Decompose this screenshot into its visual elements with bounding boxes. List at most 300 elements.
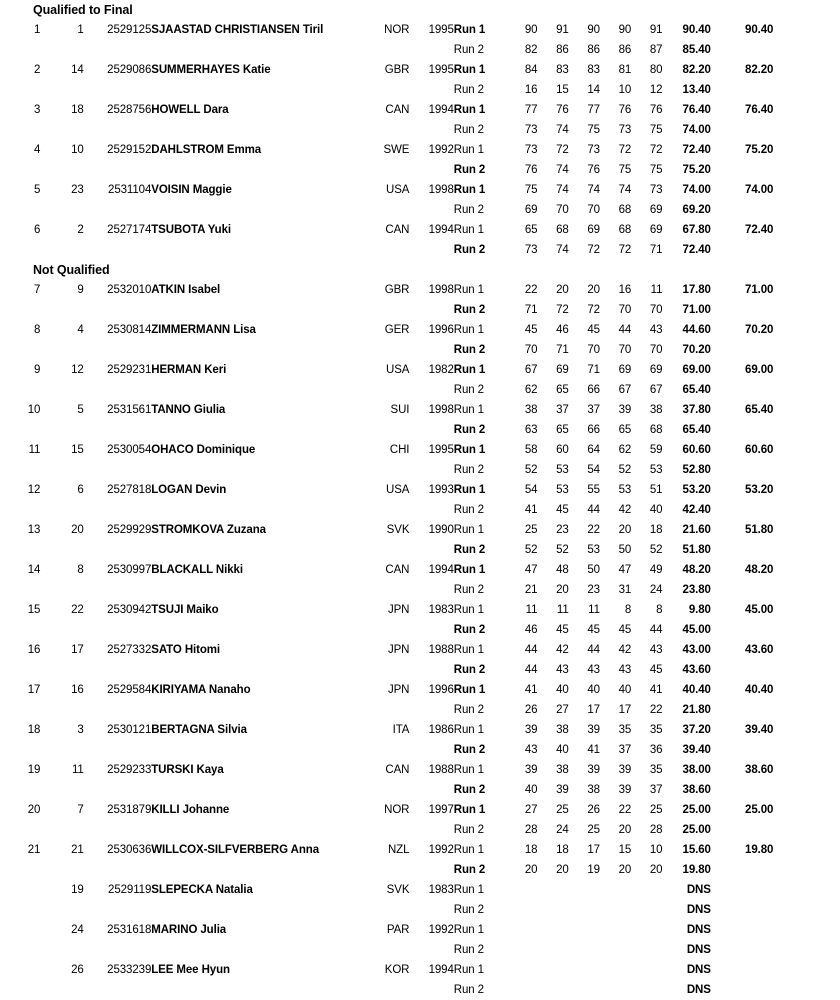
table-row [0, 640, 840, 660]
judge-score-cell: 67 [649, 384, 663, 396]
judge-score-cell: 71 [649, 244, 663, 256]
table-row [0, 40, 840, 60]
nation-cell: JPN [387, 604, 410, 616]
table-row [0, 760, 840, 780]
judge-score-cell: 51 [649, 484, 663, 496]
judge-score-cell: 37 [587, 404, 600, 416]
judge-score-cell: 67 [618, 384, 632, 396]
run-label-cell: Run 1 [453, 524, 484, 536]
judge-score-cell: 39 [587, 764, 600, 776]
judge-score-cell [631, 960, 662, 980]
judge-score-cell: 45 [556, 624, 569, 636]
fis-code-cell: 2529231 [107, 364, 152, 376]
column-gap [711, 840, 725, 860]
rank-cell [0, 540, 40, 560]
bib-cell [40, 300, 83, 320]
nation-cell [371, 660, 409, 680]
rank-cell [0, 120, 40, 140]
run-label-cell: Run 1 [453, 24, 486, 36]
rank-cell [0, 980, 40, 1000]
total-score-cell: 76.40 [745, 104, 774, 116]
judge-score-cell: 73 [524, 244, 538, 256]
judge-score-cell: 45 [618, 624, 632, 636]
athlete-name-cell [151, 860, 371, 880]
nation-cell [371, 860, 409, 880]
bib-cell: 9 [77, 284, 84, 296]
judge-score-cell: 50 [587, 564, 600, 576]
year-of-birth-cell [409, 980, 453, 1000]
section-heading: Not Qualified [33, 263, 110, 277]
judge-score-cell: 71 [524, 304, 538, 316]
judge-score-cell: 37 [618, 744, 632, 756]
total-score-cell [725, 660, 773, 680]
bib-cell [40, 500, 83, 520]
judge-score-cell: 28 [524, 824, 538, 836]
run-label-cell: Run 2 [453, 424, 486, 436]
year-of-birth-cell [409, 240, 453, 260]
column-gap [711, 360, 725, 380]
table-row [0, 900, 840, 920]
run-score-cell: 37.20 [682, 724, 711, 736]
judge-score-cell: 47 [618, 564, 632, 576]
judge-score-cell: 26 [524, 704, 538, 716]
judge-score-cell: 70 [618, 344, 632, 356]
judge-score-cell: 75 [618, 164, 632, 176]
judge-score-cell: 35 [649, 724, 663, 736]
judge-score-cell: 70 [649, 304, 663, 316]
athlete-name-cell [151, 660, 371, 680]
judge-score-cell: 26 [587, 804, 600, 816]
judge-score-cell: 68 [618, 204, 632, 216]
judge-score-cell: 60 [556, 444, 569, 456]
total-score-cell: 70.20 [745, 324, 774, 336]
table-row [0, 300, 840, 320]
year-of-birth-cell: 1992 [428, 844, 454, 856]
judge-score-cell: 20 [618, 824, 632, 836]
judge-score-cell: 76 [524, 164, 538, 176]
fis-code-cell [84, 740, 152, 760]
judge-score-cell: 23 [556, 524, 569, 536]
judge-score-cell [631, 880, 662, 900]
judge-score-cell: 47 [524, 564, 538, 576]
judge-score-cell: 43 [556, 664, 569, 676]
nation-cell: SWE [383, 144, 410, 156]
row-tail [773, 60, 840, 80]
judge-score-cell [569, 900, 600, 920]
judge-score-cell: 82 [524, 44, 538, 56]
nation-cell: USA [386, 184, 410, 196]
rank-cell: 7 [34, 284, 41, 296]
year-of-birth-cell: 1995 [428, 24, 454, 36]
judge-score-cell: 15 [618, 844, 632, 856]
run-score-cell: 60.60 [682, 444, 711, 456]
row-tail [773, 880, 840, 900]
fis-code-cell [84, 940, 152, 960]
run-score-cell: 67.80 [682, 224, 711, 236]
judge-score-cell: 40 [649, 504, 663, 516]
bib-cell: 6 [77, 484, 84, 496]
total-score-cell: 72.40 [745, 224, 774, 236]
judge-score-cell [537, 920, 568, 940]
judge-score-cell: 75 [649, 164, 663, 176]
fis-code-cell [84, 500, 152, 520]
fis-code-cell [84, 380, 152, 400]
rank-cell: 11 [28, 444, 41, 456]
judge-score-cell: 87 [649, 44, 663, 56]
run-score-cell: 17.80 [682, 284, 711, 296]
fis-code-cell: 2529119 [108, 884, 152, 896]
judge-score-cell: 43 [587, 664, 600, 676]
athlete-name-cell [151, 240, 371, 260]
judge-score-cell: 76 [618, 104, 632, 116]
nation-cell [371, 240, 409, 260]
judge-score-cell: 83 [587, 64, 600, 76]
judge-score-cell: 69 [649, 224, 663, 236]
judge-score-cell: 24 [649, 584, 663, 596]
nation-cell: CAN [385, 104, 410, 116]
athlete-name-cell: SUMMERHAYES Katie [151, 64, 271, 76]
year-of-birth-cell [409, 700, 453, 720]
judge-score-cell: 20 [524, 864, 538, 876]
judge-score-cell [537, 980, 568, 1000]
row-tail [773, 500, 840, 520]
judge-score-cell: 42 [556, 644, 569, 656]
column-gap [711, 720, 725, 740]
year-of-birth-cell: 1983 [428, 604, 454, 616]
run-label-cell: Run 1 [453, 924, 484, 936]
run-score-cell: 69.00 [682, 364, 711, 376]
judge-score-cell [569, 960, 600, 980]
athlete-name-cell [151, 500, 371, 520]
fis-code-cell [84, 160, 152, 180]
judge-score-cell [631, 980, 662, 1000]
rank-cell: 19 [27, 764, 41, 776]
judge-score-cell: 38 [556, 724, 569, 736]
year-of-birth-cell: 1988 [428, 764, 454, 776]
row-tail [773, 420, 840, 440]
run-label-cell: Run 2 [453, 124, 484, 136]
bib-cell: 1 [77, 24, 84, 36]
row-tail [773, 560, 840, 580]
total-score-cell: 69.00 [745, 364, 774, 376]
rank-cell: 5 [34, 184, 41, 196]
column-gap [711, 820, 725, 840]
nation-cell: KOR [384, 964, 410, 976]
bib-cell: 21 [71, 844, 84, 856]
judge-score-cell: 12 [649, 84, 663, 96]
judge-score-cell: 90 [524, 24, 538, 36]
athlete-name-cell [151, 340, 371, 360]
rank-cell [0, 620, 40, 640]
bib-cell [40, 40, 83, 60]
nation-cell: JPN [387, 684, 410, 696]
judge-score-cell: 70 [618, 304, 632, 316]
row-tail [773, 80, 840, 100]
judge-score-cell: 76 [587, 164, 600, 176]
judge-score-cell [537, 900, 568, 920]
rank-cell: 18 [27, 724, 41, 736]
athlete-name-cell: TURSKI Kaya [151, 764, 224, 776]
judge-score-cell [537, 940, 568, 960]
year-of-birth-cell: 1986 [428, 724, 454, 736]
run-label-cell: Run 1 [453, 224, 484, 236]
row-tail [773, 280, 840, 300]
judge-score-cell: 41 [649, 684, 663, 696]
judge-score-cell: 15 [556, 84, 569, 96]
year-of-birth-cell: 1998 [428, 184, 454, 196]
run-score-cell: 21.80 [682, 704, 711, 716]
column-gap [711, 740, 725, 760]
run-score-cell: 15.60 [682, 844, 711, 856]
fis-code-cell [84, 120, 152, 140]
column-gap [711, 700, 725, 720]
judge-score-cell: 52 [649, 544, 663, 556]
judge-score-cell: 69 [556, 364, 569, 376]
table-row [0, 520, 840, 540]
judge-score-cell: 20 [587, 284, 600, 296]
run-label-cell: Run 2 [453, 44, 484, 56]
athlete-name-cell [151, 580, 371, 600]
year-of-birth-cell: 1982 [428, 364, 454, 376]
bib-cell: 7 [77, 804, 84, 816]
total-score-cell [725, 860, 773, 880]
year-of-birth-cell [409, 380, 453, 400]
year-of-birth-cell [409, 500, 453, 520]
column-gap [711, 660, 725, 680]
column-gap [711, 20, 725, 40]
column-gap [711, 420, 725, 440]
fis-code-cell: 2530636 [107, 844, 152, 856]
total-score-cell [725, 900, 773, 920]
judge-score-cell: 10 [618, 84, 632, 96]
rank-cell: 15 [27, 604, 41, 616]
table-row [0, 740, 840, 760]
year-of-birth-cell: 1993 [428, 484, 454, 496]
run-score-cell: DNS [686, 984, 711, 996]
fis-code-cell [84, 700, 152, 720]
run-label-cell: Run 2 [453, 164, 486, 176]
judge-score-cell: 62 [524, 384, 538, 396]
judge-score-cell [537, 960, 568, 980]
rank-cell [0, 780, 40, 800]
judge-score-cell: 44 [524, 664, 538, 676]
table-row [0, 780, 840, 800]
judge-score-cell: 45 [524, 324, 538, 336]
run-label-cell: Run 1 [453, 104, 486, 116]
fis-code-cell [84, 200, 152, 220]
judge-score-cell: 63 [524, 424, 538, 436]
nation-cell: CAN [385, 224, 410, 236]
run-label-cell: Run 2 [453, 464, 484, 476]
fis-code-cell [84, 420, 152, 440]
fis-code-cell: 2529086 [107, 64, 152, 76]
year-of-birth-cell: 1994 [428, 224, 454, 236]
column-gap [711, 140, 725, 160]
total-score-cell: 74.00 [745, 184, 774, 196]
table-row [0, 280, 840, 300]
table-row [0, 980, 840, 1000]
judge-score-cell: 69 [649, 204, 663, 216]
total-score-cell: 90.40 [745, 24, 774, 36]
judge-score-cell: 65 [618, 424, 632, 436]
run-score-cell: 74.00 [682, 124, 711, 136]
bib-cell [40, 860, 83, 880]
total-score-cell: 75.20 [745, 144, 774, 156]
rank-cell [0, 240, 40, 260]
judge-score-cell: 65 [556, 424, 569, 436]
athlete-name-cell: TSUJI Maiko [151, 604, 219, 616]
judge-score-cell [569, 980, 600, 1000]
total-score-cell [725, 700, 773, 720]
nation-cell [371, 740, 409, 760]
row-tail [773, 600, 840, 620]
run-label-cell: Run 2 [453, 744, 486, 756]
judge-score-cell: 16 [618, 284, 632, 296]
judge-score-cell: 72 [649, 144, 663, 156]
row-tail [773, 300, 840, 320]
judge-score-cell: 62 [618, 444, 632, 456]
run-label-cell: Run 1 [453, 564, 486, 576]
judge-score-cell: 74 [587, 184, 600, 196]
table-row [0, 620, 840, 640]
judge-score-cell: 31 [618, 584, 632, 596]
year-of-birth-cell: 1995 [428, 444, 454, 456]
judge-score-cell: 73 [618, 124, 632, 136]
fis-code-cell [84, 780, 152, 800]
rank-cell [0, 940, 40, 960]
year-of-birth-cell [409, 620, 453, 640]
column-gap [711, 940, 725, 960]
run-score-cell: 19.80 [682, 864, 711, 876]
judge-score-cell [631, 940, 662, 960]
judge-score-cell [569, 880, 600, 900]
athlete-name-cell: MARINO Julia [151, 924, 227, 936]
rank-cell [0, 900, 40, 920]
run-score-cell: DNS [686, 884, 711, 896]
rank-cell [0, 920, 40, 940]
nation-cell [371, 80, 409, 100]
judge-score-cell: 39 [618, 764, 632, 776]
run-label-cell: Run 1 [453, 404, 484, 416]
total-score-cell: 19.80 [745, 844, 774, 856]
total-score-cell: 25.00 [745, 804, 774, 816]
fis-code-cell [84, 300, 152, 320]
judge-score-cell: 25 [556, 804, 569, 816]
judge-score-cell: 37 [556, 404, 569, 416]
judge-score-cell [506, 960, 537, 980]
column-gap [711, 500, 725, 520]
run-score-cell: 72.40 [682, 244, 711, 256]
row-tail [773, 840, 840, 860]
column-gap [711, 880, 725, 900]
judge-score-cell: 39 [618, 404, 632, 416]
judge-score-cell: 74 [556, 184, 569, 196]
row-tail [773, 680, 840, 700]
judge-score-cell: 20 [649, 864, 663, 876]
judge-score-cell: 20 [618, 864, 632, 876]
judge-score-cell: 44 [649, 624, 663, 636]
run-score-cell: 45.00 [682, 624, 711, 636]
judge-score-cell: 45 [556, 504, 569, 516]
run-label-cell: Run 2 [453, 664, 486, 676]
total-score-cell [725, 240, 773, 260]
year-of-birth-cell: 1988 [428, 644, 454, 656]
nation-cell: SVK [386, 884, 410, 896]
judge-score-cell: 39 [524, 764, 538, 776]
total-score-cell [725, 580, 773, 600]
row-tail [773, 700, 840, 720]
table-row [0, 400, 840, 420]
run-label-cell: Run 1 [453, 144, 484, 156]
judge-score-cell [569, 940, 600, 960]
nation-cell [371, 980, 409, 1000]
bib-cell [40, 460, 83, 480]
total-score-cell: 43.60 [745, 644, 774, 656]
judge-score-cell: 25 [524, 524, 538, 536]
judge-score-cell: 28 [649, 824, 663, 836]
judge-score-cell: 43 [649, 324, 663, 336]
year-of-birth-cell: 1994 [428, 964, 454, 976]
rank-cell [0, 860, 40, 880]
judge-score-cell: 40 [587, 684, 600, 696]
year-of-birth-cell [409, 80, 453, 100]
athlete-name-cell [151, 460, 371, 480]
run-score-cell: 42.40 [682, 504, 711, 516]
run-label-cell: Run 1 [453, 324, 484, 336]
judge-score-cell: 38 [649, 404, 663, 416]
athlete-name-cell: ZIMMERMANN Lisa [151, 324, 256, 336]
nation-cell [371, 380, 409, 400]
row-tail [773, 980, 840, 1000]
total-score-cell: 60.60 [745, 444, 774, 456]
judge-score-cell: 70 [524, 344, 538, 356]
run-score-cell: 65.40 [682, 424, 711, 436]
table-row [0, 920, 840, 940]
nation-cell: NZL [387, 844, 410, 856]
rank-cell [0, 160, 40, 180]
judge-score-cell: 35 [618, 724, 632, 736]
table-row [0, 600, 840, 620]
table-row [0, 660, 840, 680]
bib-cell [40, 160, 83, 180]
run-score-cell: 90.40 [682, 24, 711, 36]
fis-code-cell: 2529152 [107, 144, 152, 156]
row-tail [773, 220, 840, 240]
athlete-name-cell [151, 80, 371, 100]
nation-cell [371, 340, 409, 360]
judge-score-cell: 40 [524, 784, 538, 796]
run-label-cell: Run 1 [453, 644, 484, 656]
bib-cell [40, 80, 83, 100]
column-gap [711, 340, 725, 360]
row-tail [773, 40, 840, 60]
athlete-name-cell [151, 980, 371, 1000]
year-of-birth-cell: 1994 [428, 104, 454, 116]
rank-cell [0, 460, 40, 480]
judge-score-cell: 86 [587, 44, 600, 56]
row-tail [773, 520, 840, 540]
athlete-name-cell [151, 740, 371, 760]
total-score-cell [725, 500, 773, 520]
bib-cell: 4 [77, 324, 84, 336]
run-label-cell: Run 2 [453, 984, 484, 996]
judge-score-cell [631, 920, 662, 940]
year-of-birth-cell [409, 40, 453, 60]
rank-cell: 14 [27, 564, 41, 576]
bib-cell [40, 200, 83, 220]
column-gap [711, 540, 725, 560]
column-gap [711, 800, 725, 820]
